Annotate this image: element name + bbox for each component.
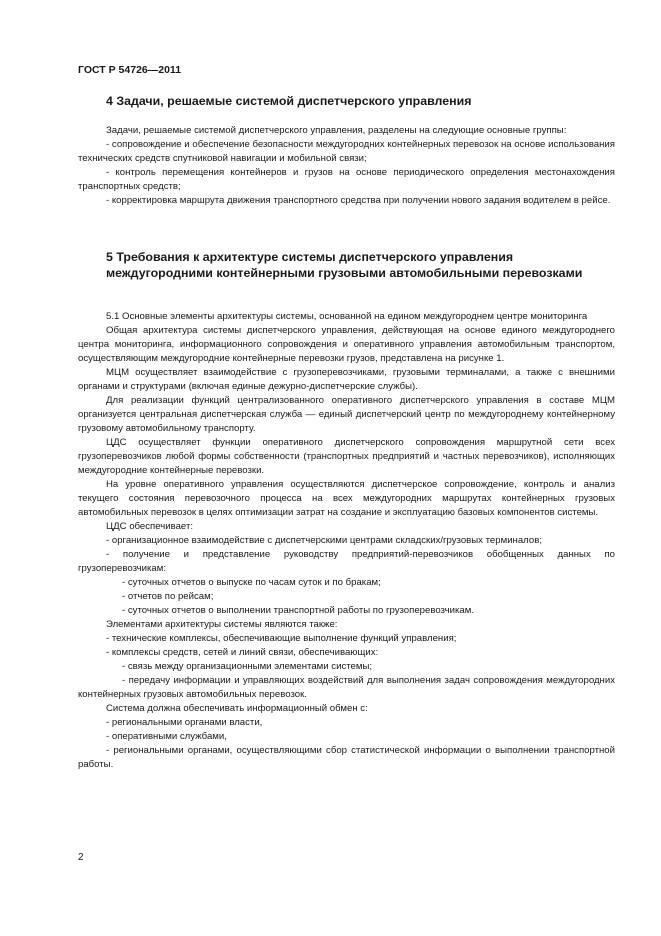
section-5-body bbox=[78, 310, 615, 772]
page-number: 2 bbox=[78, 852, 84, 863]
section-5-title: 5 Требования к архитектуре системы диспетчерского управления междугородними контейнерными грузовыми автомобильными перевозками bbox=[106, 250, 583, 280]
sub-list-item: - суточных отчетов о выпуске по часам суток и по бракам; bbox=[122, 577, 381, 588]
list-item: - региональными органами, осуществляющими сбор статистической информации о выполнении транспортной работы. bbox=[78, 745, 615, 770]
list-item: - региональными органами власти, bbox=[106, 717, 263, 728]
paragraph: Система должна обеспечивать информационный обмен с: bbox=[106, 703, 368, 714]
paragraph: Задачи, решаемые системой диспетчерского управления, разделены на следующие основные группы: bbox=[106, 125, 567, 136]
list-item: - организационное взаимодействие с диспетчерскими центрами складских/грузовых терминалов; bbox=[106, 535, 542, 546]
subsection-title: 5.1 Основные элементы архитектуры системы, основанной на едином междугороднем центре мониторинга bbox=[106, 311, 588, 322]
list-item: - комплексы средств, сетей и линий связи, обеспечивающих: bbox=[106, 647, 379, 658]
paragraph: Элементами архитектуры системы являются также: bbox=[106, 619, 338, 630]
section-4-body bbox=[78, 124, 615, 208]
paragraph: На уровне оперативного управления осуществляются диспетчерское сопровождение, контроль и анализ текущего состояния перевозочного процесса на всех междугородних маршрутах контейнерных грузовых автомобильных перевозок в целях оптимизации затрат на создание и эксплуатацию базовых компонентов системы. bbox=[78, 479, 615, 518]
list-item: - получение и представление руководству предприятий-перевозчиков обобщенных данных по грузоперевозчикам: bbox=[78, 549, 615, 574]
list-item: - технические комплексы, обеспечивающие выполнение функций управления; bbox=[106, 633, 457, 644]
sub-list-item: - передачу информации и управляющих воздействий для выполнения задач сопровождения междугородних контейнерных грузовых автомобильных перевозок. bbox=[78, 675, 615, 700]
list-item: - корректировка маршрута движения транспортного средства при получении нового задания водителем в рейсе. bbox=[106, 195, 611, 206]
list-item: - контроль перемещения контейнеров и грузов на основе периодического определения местонахождения транспортных средств; bbox=[78, 167, 615, 192]
list-item: - оперативными службами, bbox=[106, 731, 227, 742]
section-4-title: 4 Задачи, решаемые системой диспетчерского управления bbox=[106, 94, 472, 108]
sub-list-item: - суточных отчетов о выполнении транспортной работы по грузоперевозчикам. bbox=[122, 605, 474, 616]
sub-list-item: - отчетов по рейсам; bbox=[122, 591, 214, 602]
document-header: ГОСТ Р 54726—2011 bbox=[78, 64, 182, 76]
paragraph: ЦДС обеспечивает: bbox=[106, 521, 194, 532]
paragraph: ЦДС осуществляет функции оперативного диспетчерского сопровождения маршрутной сети всех грузоперевозчиков любой формы собственности (транспортных предприятий и частных перевозчиков), исполняющих междугородние контейнерные перевозки. bbox=[78, 437, 615, 476]
paragraph: Общая архитектура системы диспетчерского управления, действующая на основе единого междугороднего центра мониторинга, информационного сопровождения и оперативного управления автомобильным транспортом, осуществляющим междугородние контейнерные перевозки грузов, представлена на рисунке 1. bbox=[78, 325, 615, 364]
list-item: - сопровождение и обеспечение безопасности междугородних контейнерных перевозок на основе использования технических средств спутниковой навигации и мобильной связи; bbox=[78, 139, 615, 164]
sub-list-item: - связь между организационными элементами системы; bbox=[122, 661, 373, 672]
paragraph: Для реализации функций централизованного оперативного диспетчерского управления в составе МЦМ организуется центральная диспетчерская служба — единый диспетчерский центр по междугороднему контейнерному грузовому автомобильному транспорту. bbox=[78, 395, 615, 434]
paragraph: МЦМ осуществляет взаимодействие с грузоперевозчиками, грузовыми терминалами, а также с внешними органами и структурами (включая единые дежурно-диспетчерские службы). bbox=[78, 367, 615, 392]
